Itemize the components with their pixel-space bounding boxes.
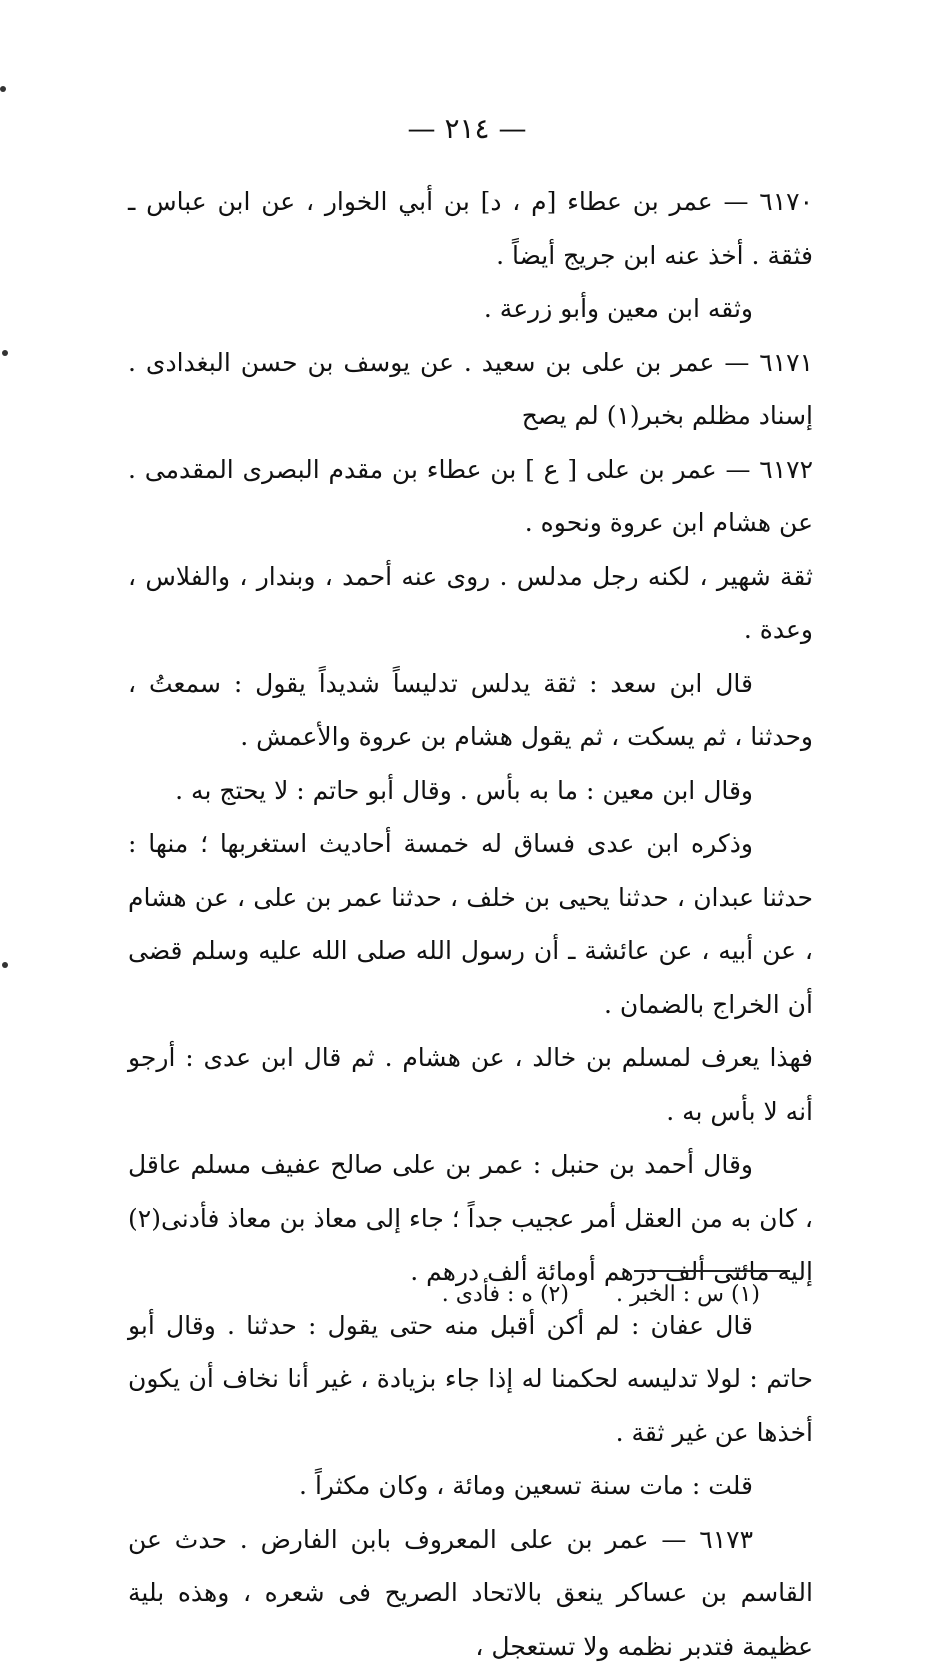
paragraph: ثقة شهير ، لكنه رجل مدلس . روى عنه أحمد ، وبندار ، والفلاس ، وعدة . xyxy=(128,550,813,657)
paragraph: وذكره ابن عدى فساق له خمسة أحاديث استغربها ؛ منها : حدثنا عبدان ، حدثنا يحيى بن خلف ، حدثنا عمر بن على ، عن هشام ، عن أبيه ، عن عائشة ـ أن رسول الله صلى الله عليه وسلم قضى أن الخراج بالضمان . xyxy=(128,817,813,1031)
main-text xyxy=(128,175,813,1673)
entry-6173: ٦١٧٣ — عمر بن على المعروف بابن الفارض . حدث عن القاسم بن عساكر ينعق بالاتحاد الصريح فى شعره ، وهذه بلية عظيمة فتدبر نظمه ولا تستعجل ، xyxy=(128,1513,813,1673)
paragraph: وقال أحمد بن حنبل : عمر بن على صالح عفيف مسلم عاقل ، كان به من العقل أمر عجيب جداً ؛ جاء إلى معاذ بن معاذ فأدنى(٢) إليه مائتى ألف درهم أومائة ألف درهم . xyxy=(128,1138,813,1299)
margin-dot xyxy=(0,86,6,92)
entry-6170: ٦١٧٠ — عمر بن عطاء [م ، د] بن أبي الخوار ، عن ابن عباس ـ فثقة . أخذ عنه ابن جريج أيضاً . xyxy=(128,175,813,282)
footnote-2: (٢) ه : فأدى . xyxy=(442,1282,569,1307)
paragraph: قلت : مات سنة تسعين ومائة ، وكان مكثراً . xyxy=(128,1459,813,1513)
paragraph: قال عفان : لم أكن أقبل منه حتى يقول : حدثنا . وقال أبو حاتم : لولا تدليسه لحكمنا له إذا جاء بزيادة ، غير أنا نخاف أن يكون أخذها عن غير ثقة . xyxy=(128,1299,813,1460)
footnote-1: (١) س : الخبر . xyxy=(616,1282,760,1307)
footnote-separator xyxy=(634,1270,790,1272)
page-number: — ٢١٤ — xyxy=(0,112,934,145)
paragraph: وقال ابن معين : ما به بأس . وقال أبو حاتم : لا يحتج به . xyxy=(128,764,813,818)
footnotes xyxy=(440,1282,760,1307)
margin-dot xyxy=(2,350,8,356)
entry-6172: ٦١٧٢ — عمر بن على [ ع ] بن عطاء بن مقدم البصرى المقدمى . عن هشام ابن عروة ونحوه . xyxy=(128,443,813,550)
paragraph: وثقه ابن معين وأبو زرعة . xyxy=(128,282,813,336)
paragraph: فهذا يعرف لمسلم بن خالد ، عن هشام . ثم قال ابن عدى : أرجو أنه لا بأس به . xyxy=(128,1031,813,1138)
paragraph: قال ابن سعد : ثقة يدلس تدليساً شديداً يقول : سمعتُ ، وحدثنا ، ثم يسكت ، ثم يقول هشام بن عروة والأعمش . xyxy=(128,657,813,764)
entry-6171: ٦١٧١ — عمر بن على بن سعيد . عن يوسف بن حسن البغدادى . إسناد مظلم بخبر(١) لم يصح xyxy=(128,336,813,443)
margin-dot xyxy=(2,962,8,968)
